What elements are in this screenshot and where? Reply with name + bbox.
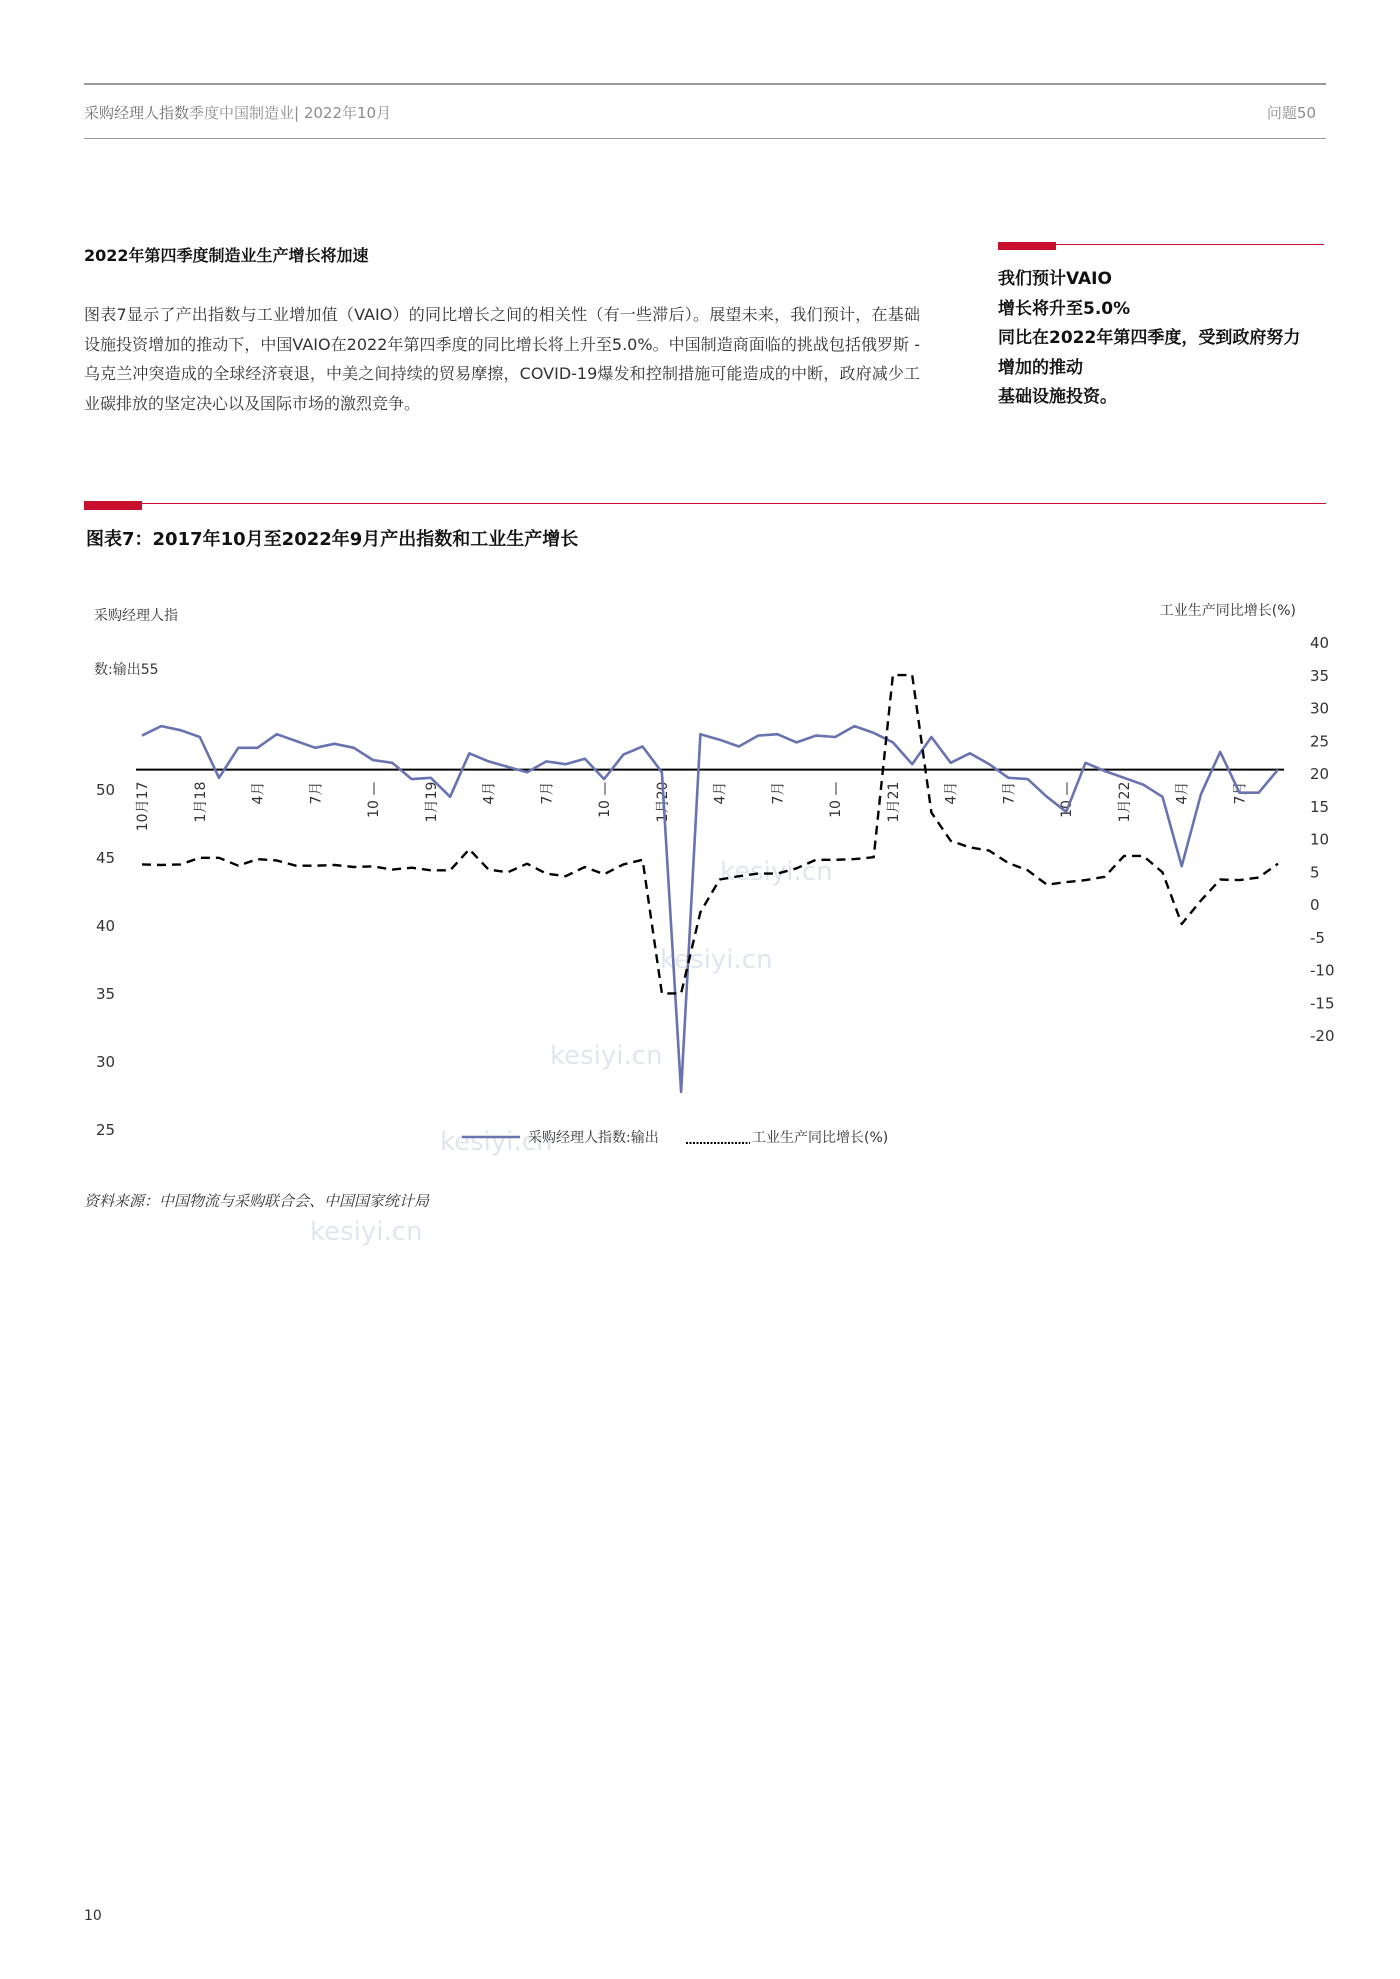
x-tick-label: 1月22 bbox=[1116, 781, 1133, 823]
x-tick-label: 1月21 bbox=[885, 781, 902, 823]
watermark-text: kesiyi.cn bbox=[310, 1217, 423, 1247]
x-tick-label: 10 — bbox=[1059, 781, 1076, 818]
y-right-label: 工业生产同比增长(%) bbox=[1159, 603, 1296, 619]
x-tick-label: 7月 bbox=[539, 781, 556, 805]
x-tick-label: 10月17 bbox=[135, 781, 151, 832]
y-right-tick: 35 bbox=[1310, 666, 1330, 685]
pmi-output-line bbox=[142, 726, 1278, 1092]
y-right-tick: 25 bbox=[1310, 732, 1330, 751]
x-tick-labels bbox=[135, 782, 1248, 832]
legend-label-pmi: 采购经理人指数:输出 bbox=[528, 1130, 659, 1146]
y-left-label: 数:输出55 bbox=[94, 662, 159, 678]
section-title: 2022年第四季度制造业生产增长将加速 bbox=[84, 246, 369, 265]
y-right-tick: 15 bbox=[1310, 797, 1330, 816]
x-tick-label: 1月19 bbox=[423, 781, 440, 823]
x-tick-label: 4月 bbox=[712, 781, 729, 805]
y-right-tick: 30 bbox=[1310, 699, 1330, 718]
y-right-tick: 10 bbox=[1310, 830, 1330, 849]
axes bbox=[94, 602, 1335, 1139]
chart-title: 图表7：2017年10月至2022年9月产出指数和工业生产增长 bbox=[86, 529, 579, 550]
y-right-tick: -20 bbox=[1310, 1027, 1335, 1045]
running-header bbox=[84, 102, 391, 123]
y-right-tick: 40 bbox=[1310, 634, 1330, 652]
y-left-tick: 25 bbox=[96, 1121, 116, 1139]
y-left-tick: 50 bbox=[96, 781, 116, 799]
x-tick-label: 1月18 bbox=[192, 781, 209, 823]
y-right-tick: 5 bbox=[1310, 863, 1320, 882]
page-number: 10 bbox=[84, 1908, 102, 1924]
y-left-tick: 45 bbox=[96, 849, 116, 867]
y-right-tick: -5 bbox=[1310, 928, 1325, 947]
series bbox=[142, 675, 1278, 1092]
y-right-tick: 20 bbox=[1310, 765, 1330, 783]
header-bottom-rule bbox=[84, 138, 1326, 139]
x-tick-label: 1月20 bbox=[654, 781, 671, 823]
x-tick-label: 7月 bbox=[770, 781, 787, 805]
x-tick-label: 10 — bbox=[828, 781, 845, 818]
callout-line: 增长将升至5.0% bbox=[998, 298, 1131, 319]
y-right-tick: -15 bbox=[1310, 994, 1335, 1013]
callout-line: 同比在2022年第四季度，受到政府努力 bbox=[998, 328, 1301, 348]
x-tick-label: 7月 bbox=[1001, 781, 1018, 805]
callout-accent-bar bbox=[998, 242, 1056, 250]
y-left-label: 采购经理人指 bbox=[94, 608, 178, 624]
legend-label-ip: 工业生产同比增长(%) bbox=[752, 1130, 889, 1146]
y-right-tick: -10 bbox=[1310, 961, 1335, 980]
y-left-tick: 30 bbox=[96, 1053, 116, 1071]
x-tick-label: 7月 bbox=[1232, 781, 1249, 805]
callout-line: 我们预计VAIO bbox=[998, 269, 1112, 289]
callout bbox=[998, 265, 1338, 413]
x-tick-label: 4月 bbox=[943, 781, 960, 805]
y-left-tick: 40 bbox=[96, 917, 116, 935]
running-header-title-bold: 采购经理人指数 bbox=[84, 104, 190, 122]
x-tick-label: 10 — bbox=[597, 781, 614, 818]
x-tick-label: 4月 bbox=[1174, 781, 1191, 805]
x-tick-label: 4月 bbox=[481, 781, 498, 805]
watermark-text: kesiyi.cn bbox=[440, 1127, 553, 1157]
issue-number: 问题50 bbox=[1266, 104, 1316, 122]
x-tick-label: 10 — bbox=[366, 781, 383, 818]
chart-rule bbox=[84, 503, 1326, 504]
callout-line: 基础设施投资。 bbox=[998, 387, 1117, 407]
watermark-text: kesiyi.cn bbox=[720, 857, 833, 887]
y-right-tick: 0 bbox=[1310, 896, 1320, 914]
y-left-tick: 35 bbox=[96, 985, 116, 1003]
watermark-text: kesiyi.cn bbox=[660, 945, 773, 975]
header-top-rule bbox=[84, 83, 1326, 85]
running-header-title-rest: 季度中国制造业| 2022年10月 bbox=[189, 104, 392, 122]
x-tick-label: 4月 bbox=[250, 781, 267, 805]
watermark-text: kesiyi.cn bbox=[550, 1041, 663, 1071]
x-tick-label: 7月 bbox=[308, 781, 325, 805]
chart-accent-bar bbox=[84, 501, 142, 510]
source-note: 资料来源：中国物流与采购联合会、中国国家统计局 bbox=[84, 1192, 430, 1210]
intro-paragraph: 图表7显示了产出指数与工业增加值（VAIO）的同比增长之间的相关性（有一些滞后）。展望未来，我们预计，在基础设施投资增加的推动下，中国VAIO在2022年第四季度的同比增长将上升至5.0%。中国制造商面临的挑战包括俄罗斯 - 乌克兰冲突造成的全球经济衰退，中美之间持续的贸易摩擦，COVID-19爆发和控制措施可能造成的中断，政府减少工业碳排放的坚定决心以及国际市场的激烈竞争。 bbox=[84, 305, 920, 413]
watermark-layer bbox=[310, 857, 833, 1247]
callout-line: 增加的推动 bbox=[998, 357, 1083, 378]
